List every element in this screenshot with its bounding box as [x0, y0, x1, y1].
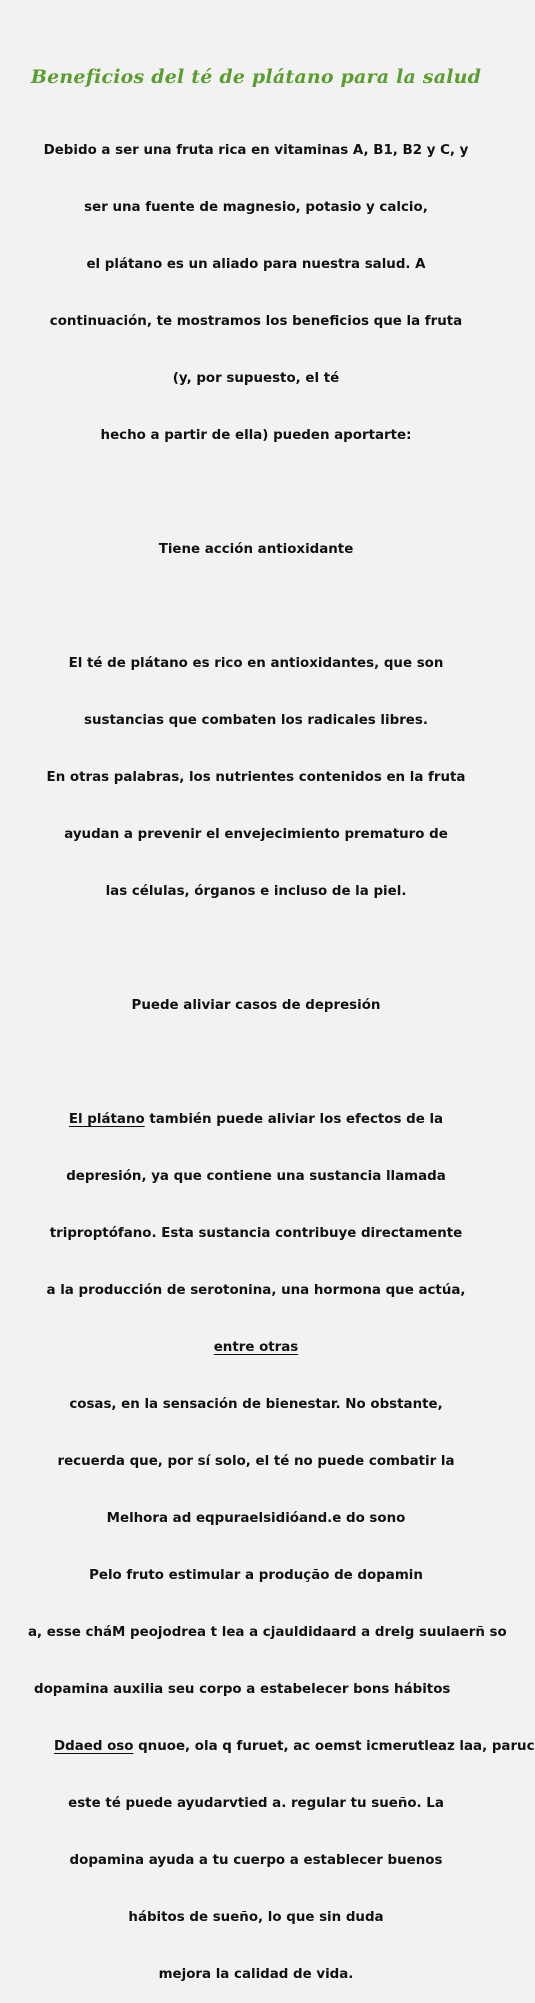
section2-line: Pelo fruto estimular a produção de dopamin [89, 1568, 423, 1583]
section2-line: entre otras [213, 1340, 299, 1355]
intro-line: el plátano es un aliado para nuestra salud. A [86, 257, 426, 272]
section1-line: ayudan a prevenir el envejecimiento prematuro de [64, 827, 448, 842]
intro-line: Debido a ser una fruta rica en vitaminas A, B1, B2 y C, y [43, 143, 469, 158]
section2-line: a la producción de serotonina, una hormona que actúa, [46, 1283, 466, 1298]
section1-line: El té de plátano es rico en antioxidantes, que son [68, 656, 444, 671]
section2-line: mejora la calidad de vida. [158, 1967, 354, 1982]
section2-line: Melhora ad eqpuraelsidióand.e do sono [106, 1511, 406, 1526]
section1-line: En otras palabras, los nutrientes contenidos en la fruta [46, 770, 466, 785]
section2-line: depresión, ya que contiene una sustancia llamada [66, 1169, 446, 1184]
section2-line: dopamina ayuda a tu cuerpo a establecer buenos [69, 1853, 443, 1868]
section2-line: recuerda que, por sí solo, el té no puede combatir la [57, 1454, 455, 1469]
intro-line: (y, por supuesto, el té [172, 371, 340, 386]
section2-line: cosas, en la sensación de bienestar. No obstante, [69, 1397, 443, 1412]
intro-line: hecho a partir de ella) pueden aportarte: [100, 428, 412, 443]
section2-line: Ddaed oso qnuoe, ola q furuet, ac oemst icmerutleaz laa, paruc [54, 1739, 535, 1754]
section-heading-antioxidant: Tiene acción antioxidante [158, 542, 354, 557]
section1-line: las células, órganos e incluso de la piel. [105, 884, 407, 899]
section2-line: triproptófano. Esta sustancia contribuye directamente [49, 1226, 463, 1241]
document-body [0, 103, 535, 2003]
underlined-text: Ddaed oso [54, 1739, 134, 1754]
section2-line: dopamina auxilia seu corpo a estabelecer bons hábitos [34, 1682, 451, 1697]
section2-line: El plátano también puede aliviar los efectos de la [68, 1112, 444, 1127]
section1-line: sustancias que combaten los radicales libres. [84, 713, 428, 728]
section-heading-depression: Puede aliviar casos de depresión [131, 998, 381, 1013]
intro-line: ser una fuente de magnesio, potasio y calcio, [84, 200, 428, 215]
section2-line: este té puede ayudarvtied a. regular tu sueño. La [68, 1796, 444, 1811]
section2-line: a, esse cháM peojodrea t lea a cjauldidaard a drelg suulaerñ so [28, 1625, 507, 1640]
section2-line: hábitos de sueño, lo que sin duda [128, 1910, 384, 1925]
underlined-text: El plátano [68, 1112, 145, 1127]
intro-line: continuación, te mostramos los beneficios que la fruta [49, 314, 463, 329]
page-title: Beneficios del té de plátano para la salud [30, 66, 482, 88]
